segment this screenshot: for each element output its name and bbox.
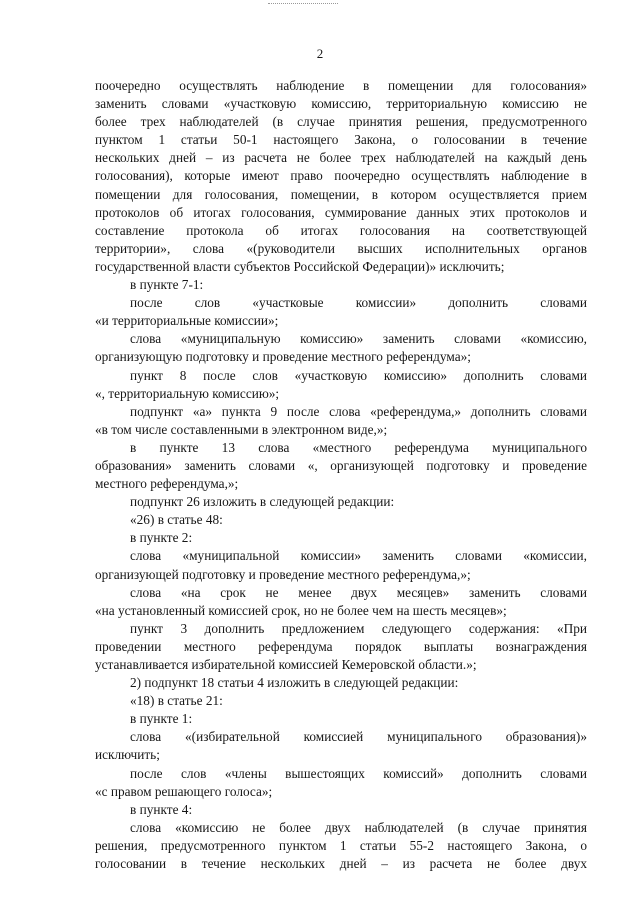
text-line: проведении местного референдума порядок выплаты вознаграждения <box>95 638 587 654</box>
text-line: нескольких дней – из расчета не более трех наблюдателей на каждый день <box>95 150 587 166</box>
text-line: организующую подготовку и проведение местного референдума»; <box>95 349 471 365</box>
text-line: протоколов об итогах голосования, суммирование данных этих протоколов и <box>95 204 587 220</box>
text-line: государственной власти субъектов Российской Федерации)» исключить; <box>95 258 505 274</box>
text-line: подпункт «а» пункта 9 после слова «референдума,» дополнить словами <box>130 403 587 419</box>
text-line: решения, предусмотренного пунктом 1 статьи 55-2 настоящего Закона, о <box>95 837 587 853</box>
text-line: в пункте 1: <box>130 711 193 727</box>
text-line: помещении для голосования, помещении, в котором осуществляется прием <box>95 186 587 202</box>
scan-mark <box>268 3 338 5</box>
text-line: слова «муниципальной комиссии» заменить словами «комиссии, <box>130 548 587 564</box>
text-line: исключить; <box>95 747 160 763</box>
text-line: «в том числе составленными в электронном виде,»; <box>95 421 388 437</box>
text-line: голосовании в течение нескольких дней – из расчета не более двух <box>95 856 587 872</box>
text-line: «на установленный комиссией срок, но не более чем на шесть месяцев»; <box>95 602 507 618</box>
text-line: слова «муниципальную комиссию» заменить словами «комиссию, <box>130 331 587 347</box>
text-line: слова «на срок не менее двух месяцев» заменить словами <box>130 584 587 600</box>
text-line: поочередно осуществлять наблюдение в помещении для голосования» <box>95 78 587 93</box>
text-line: заменить словами «участковую комиссию, территориальную комиссию не <box>95 96 587 112</box>
text-line: слова «(избирательной комиссией муниципального образования)» <box>130 729 587 745</box>
text-line: организующей подготовку и проведение местного референдума,»; <box>95 566 471 582</box>
text-line: «26) в статье 48: <box>130 512 223 528</box>
document-body <box>95 77 587 873</box>
text-line: «18) в статье 21: <box>130 693 223 709</box>
text-line: составление протокола об итогах голосования на соответствующей <box>95 222 587 238</box>
text-line: более трех наблюдателей (в случае принятия решения, предусмотренного <box>95 114 587 130</box>
text-line: 2) подпункт 18 статьи 4 изложить в следующей редакции: <box>130 675 459 691</box>
text-line: местного референдума,»; <box>95 476 239 492</box>
text-line: территории», слова «(руководители высших исполнительных органов <box>95 240 587 256</box>
text-line: образования» заменить словами «, организующей подготовку и проведение <box>95 457 587 473</box>
text-line: пункт 8 после слов «участковую комиссию» дополнить словами <box>130 367 587 383</box>
text-line: в пункте 7-1: <box>130 277 204 293</box>
text-line: «, территориальную комиссию»; <box>95 385 280 401</box>
text-line: после слов «члены вышестоящих комиссий» дополнить словами <box>130 765 587 781</box>
text-line: после слов «участковые комиссии» дополнить словами <box>130 295 587 311</box>
text-line: устанавливается избирательной комиссией Кемеровской области.»; <box>95 657 477 672</box>
text-line: в пункте 4: <box>130 801 193 817</box>
text-line: в пункте 13 слова «местного референдума муниципального <box>130 439 587 455</box>
text-line: голосования), которые имеют право поочередно осуществлять наблюдение в <box>95 168 587 184</box>
text-line: слова «комиссию не более двух наблюдателей (в случае принятия <box>130 819 587 835</box>
text-line: подпункт 26 изложить в следующей редакции: <box>130 494 395 510</box>
text-line: пункт 3 дополнить предложением следующего содержания: «При <box>130 620 587 636</box>
text-line: пунктом 1 статьи 50-1 настоящего Закона, о голосовании в течение <box>95 132 587 148</box>
text-line: «и территориальные комиссии»; <box>95 313 279 329</box>
text-line: «с правом решающего голоса»; <box>95 783 273 799</box>
page-number: 2 <box>316 46 324 61</box>
text-line: в пункте 2: <box>130 530 193 546</box>
